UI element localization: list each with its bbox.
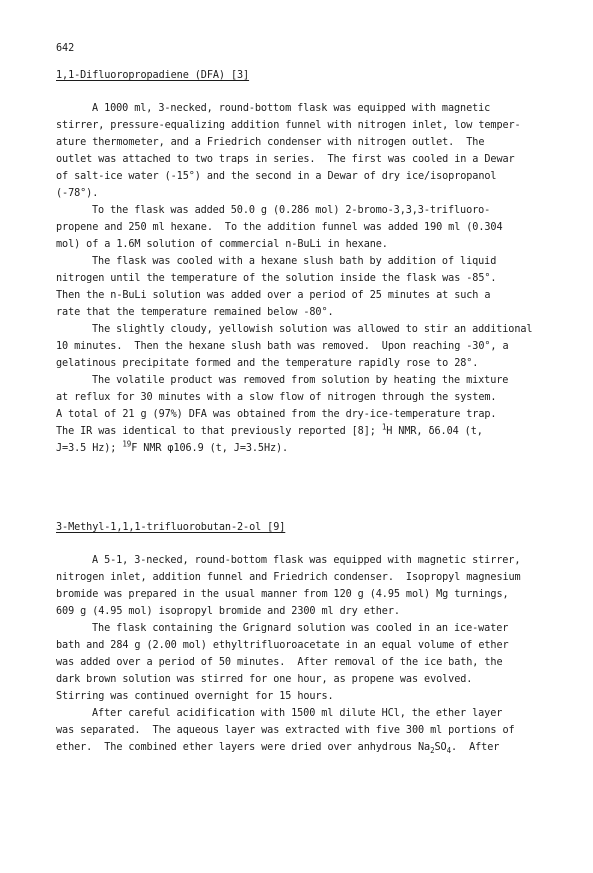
paragraph-line: A total of 21 g (97%) DFA was obtained from the dry-ice-temperature trap. [56, 409, 497, 420]
text-span: ether. The combined ether layers were dried over anhydrous Na [56, 742, 431, 753]
paragraph-line: nitrogen inlet, addition funnel and Friedrich condenser. Isopropyl magnesium [56, 572, 521, 583]
paragraph-line-nmr [56, 422, 483, 438]
paragraph-line: ature thermometer, and a Friedrich condenser with nitrogen outlet. The [56, 137, 485, 148]
paragraph-line: Stirring was continued overnight for 15 hours. [56, 691, 334, 702]
paragraph-line: propene and 250 ml hexane. To the addition funnel was added 190 ml (0.304 [56, 222, 503, 233]
paragraph-line: The flask was cooled with a hexane slush bath by addition of liquid [92, 256, 497, 267]
paragraph-line: was separated. The aqueous layer was extracted with five 300 ml portions of [56, 725, 515, 736]
paragraph-line-formula [56, 741, 499, 754]
superscript: 1 [381, 422, 387, 432]
text-span: . After [451, 742, 500, 753]
paragraph-line: dark brown solution was stirred for one hour, as propene was evolved. [56, 674, 473, 685]
paragraph-line: (-78°). [56, 188, 99, 199]
paragraph-line: A 1000 ml, 3-necked, round-bottom flask was equipped with magnetic [92, 103, 491, 114]
paragraph-line: mol) of a 1.6M solution of commercial n-BuLi in hexane. [56, 239, 388, 250]
paragraph-line: rate that the temperature remained below -80°. [56, 307, 334, 318]
text-span: SO [434, 742, 447, 753]
paragraph-line: 10 minutes. Then the hexane slush bath was removed. Upon reaching -30°, a [56, 341, 509, 352]
paragraph-line: gelatinous precipitate formed and the temperature rapidly rose to 28°. [56, 358, 479, 369]
paragraph-line-nmr [56, 439, 289, 455]
paragraph-line: To the flask was added 50.0 g (0.286 mol) 2-bromo-3,3,3-trifluoro- [92, 205, 491, 216]
paragraph-line: of salt-ice water (-15°) and the second in a Dewar of dry ice/isopropanol [56, 171, 497, 182]
paragraph-line: The flask containing the Grignard solution was cooled in an ice-water [92, 623, 509, 634]
subscript: 4 [446, 746, 451, 756]
paragraph-line: bath and 284 g (2.00 mol) ethyltrifluoroacetate in an equal volume of ether [56, 640, 509, 651]
paragraph-line: The volatile product was removed from solution by heating the mixture [92, 375, 509, 386]
paragraph-line: nitrogen until the temperature of the solution inside the flask was -85°. [56, 273, 497, 284]
subscript: 2 [430, 746, 435, 756]
text-span: F NMR φ106.9 (t, J=3.5Hz). [131, 443, 289, 454]
paragraph-line: The slightly cloudy, yellowish solution was allowed to stir an additional [92, 324, 533, 335]
paragraph-line: outlet was attached to two traps in series. The first was cooled in a Dewar [56, 154, 515, 165]
page-number: 642 [56, 43, 75, 54]
text-span: J=3.5 Hz); [56, 443, 123, 454]
text-span: The IR was identical to that previously reported [8]; [56, 426, 382, 437]
paragraph-line: 609 g (4.95 mol) isopropyl bromide and 2300 ml dry ether. [56, 606, 400, 617]
paragraph-line: bromide was prepared in the usual manner from 120 g (4.95 mol) Mg turnings, [56, 589, 509, 600]
paragraph-line: A 5-1, 3-necked, round-bottom flask was equipped with magnetic stirrer, [92, 555, 521, 566]
section-heading-dfa: 1,1-Difluoropropadiene (DFA) [3] [56, 70, 250, 81]
paragraph-line: at reflux for 30 minutes with a slow flow of nitrogen through the system. [56, 392, 497, 403]
superscript: 19 [122, 439, 132, 449]
paragraph-line: After careful acidification with 1500 ml dilute HCl, the ether layer [92, 708, 503, 719]
paragraph-line: stirrer, pressure-equalizing addition funnel with nitrogen inlet, low temper- [56, 120, 521, 131]
text-span: H NMR, δ6.04 (t, [386, 426, 483, 437]
section-heading-methyl: 3-Methyl-1,1,1-trifluorobutan-2-ol [9] [56, 522, 286, 533]
paragraph-line: was added over a period of 50 minutes. After removal of the ice bath, the [56, 657, 503, 668]
paragraph-line: Then the n-BuLi solution was added over a period of 25 minutes at such a [56, 290, 491, 301]
